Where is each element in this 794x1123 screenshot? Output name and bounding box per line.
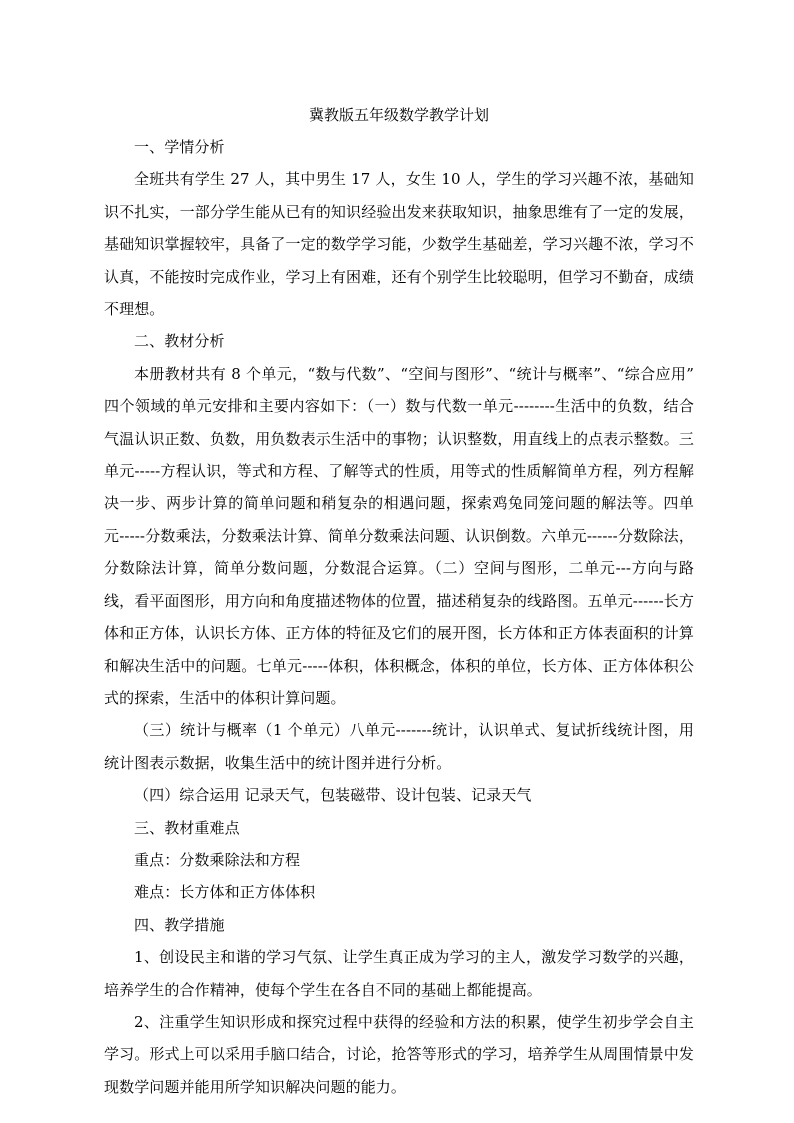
section-heading-key-points: 三、教材重难点: [134, 818, 240, 837]
paragraph-learning-analysis: 全班共有学生 27 人，其中男生 17 人，女生 10 人，学生的学习兴趣不浓，基础知识不扎实，一部分学生能从已有的知识经验出发来获取知识，抽象思维有了一定的发展，基础知识掌握较牢，具备了一定的数学学习能，少数学生基础差，学习兴趣不浓，学习不认真，不能按时完成作业，学习上有困难，还有个别学生比较聪明，但学习不勤奋，成绩不理想。: [104, 170, 694, 319]
paragraph-measure-2: 2、注重学生知识形成和探究过程中获得的经验和方法的积累，使学生初步学会自主学习。形式上可以采用手脑口结合，讨论，抢答等形式的学习，培养学生从周围情景中发现数学问题并能用所学知识解决问题的能力。: [104, 1012, 694, 1096]
paragraph-key-point: 重点：分数乘除法和方程: [134, 850, 301, 869]
paragraph-difficult-point: 难点：长方体和正方体体积: [134, 883, 316, 902]
paragraph-textbook-analysis: 本册教材共有 8 个单元，“数与代数”、“空间与图形”、“统计与概率”、“综合应用” 四个领域的单元安排和主要内容如下：（一）数与代数一单元--------生活中的负数，结合气温认识正数、负数，用负数表示生活中的事物；认识整数，用直线上的点表示整数。三单元-----方程认识，等式和方程、了解等式的性质，用等式的性质解简单方程，列方程解决一步、两步计算的简单问题和稍复杂的相遇问题，探索鸡兔同笼问题的解法等。四单元-----分数乘法，分数乘法计算、简单分数乘法问题、认识倒数。六单元------分数除法，分数除法计算，简单分数问题，分数混合运算。（二）空间与图形，二单元---方向与路线，看平面图形，用方向和角度描述物体的位置，描述稍复杂的线路图。五单元------长方体和正方体，认识长方体、正方体的特征及它们的展开图，长方体和正方体表面积的计算和解决生活中的问题。七单元-----体积，体积概念，体积的单位，长方体、正方体体积公式的探索，生活中的体积计算问题。: [104, 364, 694, 707]
paragraph-comprehensive: （四）综合运用 记录天气，包装磁带、设计包装、记录天气: [134, 786, 532, 805]
document-body: [104, 99, 694, 1103]
document-title: 冀教版五年级数学教学计划: [308, 106, 489, 124]
section-heading-learning-analysis: 一、学情分析: [134, 138, 225, 156]
section-heading-measures: 四、教学措施: [134, 915, 225, 934]
section-heading-textbook-analysis: 二、教材分析: [134, 332, 225, 351]
paragraph-measure-1: 1、创设民主和谐的学习气氛、让学生真正成为学习的主人，激发学习数学的兴趣，培养学生的合作精神，使每个学生在各自不同的基础上都能提高。: [104, 948, 694, 999]
paragraph-statistics: （三）统计与概率（1 个单元）八单元-------统计，认识单式、复试折线统计图，用统计图表示数据，收集生活中的统计图并进行分析。: [104, 721, 694, 772]
